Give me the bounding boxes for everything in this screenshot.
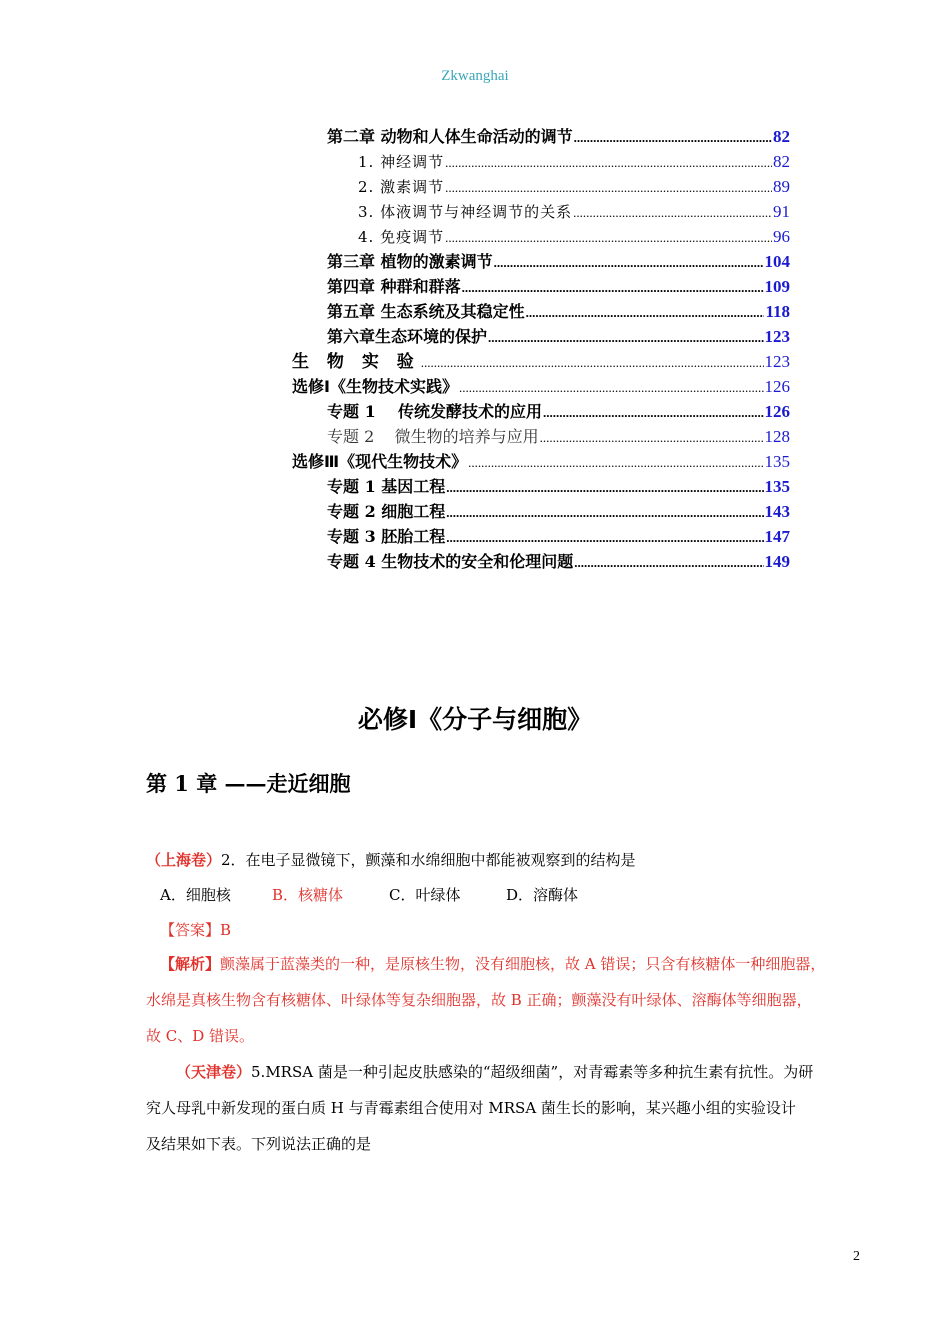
toc-page: 135 [764,477,790,496]
option-b[interactable]: B．核糖体 [272,886,344,904]
toc-label: 专题 4 生物技术的安全和伦理问题 [327,552,574,571]
toc-label: 2. 激素调节 [358,178,445,196]
toc-page: 82 [773,127,790,146]
question-source: （上海卷） [146,851,222,869]
toc-label: 生 物 实 验 [292,352,420,372]
toc-label: 专题 2 细胞工程 [327,502,446,521]
toc-page: 109 [764,277,790,296]
toc-entry[interactable] [327,399,790,424]
toc-page: 123 [764,352,790,371]
toc-page: 135 [764,452,790,471]
toc-label: 第六章生态环境的保护 [327,327,488,346]
toc-label: 第三章 植物的激素调节 [327,252,493,271]
analysis-tag: 【解析】 [160,955,221,973]
toc-entry[interactable] [292,349,790,374]
toc-entry[interactable] [358,199,790,224]
toc-page: 89 [773,177,790,196]
question-text: 2．在电子显微镜下，颤藻和水绵细胞中都能被观察到的结构是 [221,851,636,869]
toc-entry[interactable] [327,474,790,499]
section-title: 必修Ⅰ《分子与细胞》 [357,705,593,734]
toc-entry[interactable] [327,524,790,549]
toc-entry[interactable] [327,424,790,449]
question-line-3: 及结果如下表。下列说法正确的是 [146,1135,372,1153]
question-1-options [160,877,880,913]
question-line-2: 究人母乳中新发现的蛋白质 H 与青霉素组合使用对 MRSA 菌生长的影响，某兴趣小组的实验设计 [146,1099,796,1117]
header-watermark: Zkwanghai [441,68,509,84]
toc-entry[interactable] [327,324,790,349]
question-line-1: 5.MRSA 菌是一种引起皮肤感染的“超级细菌”，对青霉素等多种抗生素有抗性。为研 [251,1063,814,1081]
analysis [146,946,866,1054]
toc-entry[interactable] [327,274,790,299]
toc-page: 143 [764,502,790,521]
toc-entry[interactable] [327,299,790,324]
toc-page: 96 [773,227,790,246]
toc-page: 126 [764,377,790,396]
toc-entry[interactable] [292,374,790,399]
toc-entry[interactable] [327,549,790,574]
toc-entry[interactable] [327,249,790,274]
analysis-line-2: 水绵是真核生物含有核糖体、叶绿体等复杂细胞器，故 B 正确；颤藻没有叶绿体、溶酶体等细胞器， [146,991,812,1009]
toc-page: 82 [773,152,790,171]
toc-label: 专题 2 微生物的培养与应用 [327,427,539,446]
toc-page: 104 [764,252,790,271]
toc-page: 149 [764,552,790,571]
toc-label: 3. 体液调节与神经调节的关系 [358,203,573,221]
analysis-line-3: 故 C、D 错误。 [146,1027,255,1045]
option-c[interactable]: C．叶绿体 [389,886,461,904]
toc-label: 第二章 动物和人体生命活动的调节 [327,127,573,146]
toc-entry[interactable] [327,499,790,524]
toc-page: 118 [765,302,790,321]
question-2 [146,1054,866,1162]
toc-label: 第四章 种群和群落 [327,277,461,296]
analysis-line-1: 颤藻属于蓝藻类的一种，是原核生物，没有细胞核，故 A 错误；只含有核糖体一种细胞器， [220,955,826,973]
toc-page: 128 [764,427,790,446]
question-source: （天津卷） [176,1063,252,1081]
question-1-stem [146,842,866,878]
toc-label: 专题 1 传统发酵技术的应用 [327,402,542,421]
chapter-title: 第 1 章 ——走近细胞 [146,771,351,796]
toc-label: 专题 3 胚胎工程 [327,527,446,546]
toc-page: 91 [773,202,790,221]
option-a[interactable]: A．细胞核 [160,886,231,904]
toc-page: 126 [764,402,790,421]
toc-entry[interactable] [358,174,790,199]
toc-page: 123 [764,327,790,346]
toc-label: 第五章 生态系统及其稳定性 [327,302,525,321]
toc-label: 选修Ⅰ《生物技术实践》 [292,377,458,396]
answer: 【答案】B [160,921,232,939]
option-d[interactable]: D．溶酶体 [506,886,579,904]
toc-entry[interactable] [292,449,790,474]
toc-entry[interactable] [358,149,790,174]
toc-page: 147 [764,527,790,546]
toc-label: 专题 1 基因工程 [327,477,446,496]
toc-entry[interactable] [358,224,790,249]
toc-label: 4. 免疫调节 [358,228,445,246]
page-number: 2 [853,1249,860,1264]
toc-entry[interactable] [327,124,790,149]
toc-label: 1. 神经调节 [358,153,445,171]
toc-label: 选修Ⅲ《现代生物技术》 [292,452,468,471]
